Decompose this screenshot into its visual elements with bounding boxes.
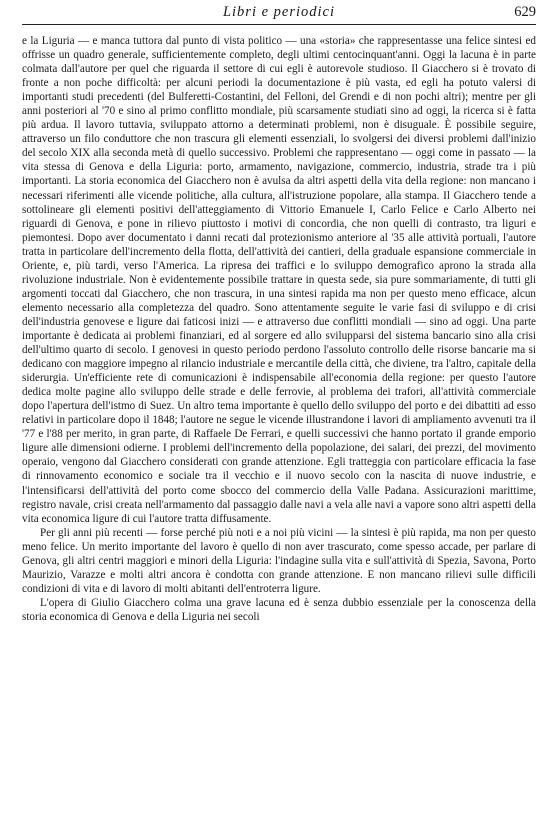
page-header	[22, 4, 536, 25]
body-text	[22, 34, 536, 624]
paragraph: Per gli anni più recenti — forse perché più noti e a noi più vicini — la sintesi è più rapida, ma non per questo meno felice. Un merito importante del lavoro è quello di non aver trascurato, come spesso accade, per parlare di Genova, gli altri centri maggiori e minori della Liguria: l'indagine sulla vita e sull'attività di Spezia, Savona, Porto Maurizio, Varazze e molti altri ancora è condotta con grande attenzione. E non mancano rilievi sulle difficili condizioni di vita e di lavoro di molti abitanti dell'entroterra ligure.	[22, 526, 536, 595]
paragraph: e la Liguria — e manca tuttora dal punto di vista politico — una «storia» che rappresentasse una felice sintesi ed offrisse un quadro generale, sufficientemente completo, degli ultimi centocinquant'anni. Oggi la lacuna è in parte colmata dall'autore per quel che riguarda il settore di cui egli è autorevole studioso. Il Giacchero si è trovato di fronte a non poche difficoltà: per alcuni periodi la documentazione è più vasta, ed egli ha potuto valersi di importanti studi precedenti (del Bulferetti-Costantini, del Felloni, del Grendi e di non pochi altri); mentre per gli anni posteriori al '70 e sino al primo conflitto mondiale, più scarsamente studiati sino ad oggi, la ricerca si è fatta più ardua. Il lavoro tuttavia, sviluppato attorno a determinati problemi, non è disuguale. È possibile seguire, attraverso un filo conduttore che non trascura gli elementi essenziali, lo svolgersi dei diversi problemi dall'inizio del secolo XIX alla seconda metà di quello successivo. Problemi che rappresentano — oggi come in passato — la vita stessa di Genova e della Liguria: porto, armamento, navigazione, commercio, industria, strade tra i più importanti. La storia economica del Giacchero non è avulsa da altri aspetti della vita della regione: non mancano i necessari riferimenti alle vicende politiche, alla cultura, all'istruzione popolare, alla stampa. Il Giacchero tende a sottolineare gli elementi positivi dell'atteggiamento di Vittorio Emanuele I, Carlo Felice e Carlo Alberto nei riguardi di Genova, e pone in rilievo piuttosto i motivi di concordia, che non quelli di contrasto, tra liguri e piemontesi. Dopo aver documentato i danni recati dal protezionismo anteriore al '35 alle attività portuali, l'autore tratta in particolare dell'incremento della flotta, dell'attività dei cantieri, della graduale espansione commerciale in Oriente, e, più tardi, verso l'America. La ripresa dei traffici e lo sviluppo demografico aprono la strada alla rivoluzione industriale. Non è evidentemente possibile trattare in questa sede, sia pure sommariamente, di tutti gli argomenti toccati dal Giacchero, che non trascura, in una sintesi rapida ma non per questo meno efficace, alcun elemento necessario alla completezza del quadro. Sono attentamente seguite le varie fasi di sviluppo e di crisi dell'industria genovese e ligure dai faticosi inizi — e attraverso due conflitti mondiali — sino ad oggi. Una parte importante è dedicata ai problemi finanziari, ed al sorgere ed allo svilupparsi del sistema bancario sino alla crisi dell'ultimo quarto di secolo. I genovesi in questo periodo perdono l'assoluto controllo delle risorse bancarie ma si dedicano con maggiore impegno al rilancio industriale e mercantile della città, che diviene, tra l'altro, capitale della siderurgia. Un'efficiente rete di comunicazioni è indispensabile all'economia della regione: per questo l'autore dedica molte pagine allo sviluppo delle strade e delle ferrovie, al problema dei trafori, all'attività commerciale dopo l'apertura dell'istmo di Suez. Un altro tema importante è quello dello sviluppo del porto e dei dibattiti ad esso relativi in particolare dopo il 1848; l'autore ne segue le vicende illustrandone i lavori di ampliamento avvenuti tra il '77 e l'88 per merito, in gran parte, di Raffaele De Ferrari, e quelli successivi che hanno portato il grande emporio ligure alle dimensioni odierne. I problemi dell'incremento della popolazione, dei salari, dei prezzi, del movimento operaio, vengono dal Giacchero considerati con grande attenzione. Egli tratteggia con particolare efficacia la fase di rinnovamento economico e sociale tra il vecchio e il nuovo secolo con la nascita di nuove industrie, e l'intensificarsi dell'attività del porto come sbocco del commercio della Valle Padana. Assicurazioni marittime, registro navale, crisi creata nell'armamento dal passaggio dalle navi a vela alle navi a vapore sono altri aspetti della vita economica ligure di cui l'autore tratta diffusamente.	[22, 35, 536, 525]
running-title: Libri e periodici	[222, 4, 336, 20]
page-number: 629	[514, 4, 536, 20]
paragraph: L'opera di Giulio Giacchero colma una grave lacuna ed è senza dubbio essenziale per la conoscenza della storia economica di Genova e della Liguria nei secoli	[22, 596, 536, 623]
